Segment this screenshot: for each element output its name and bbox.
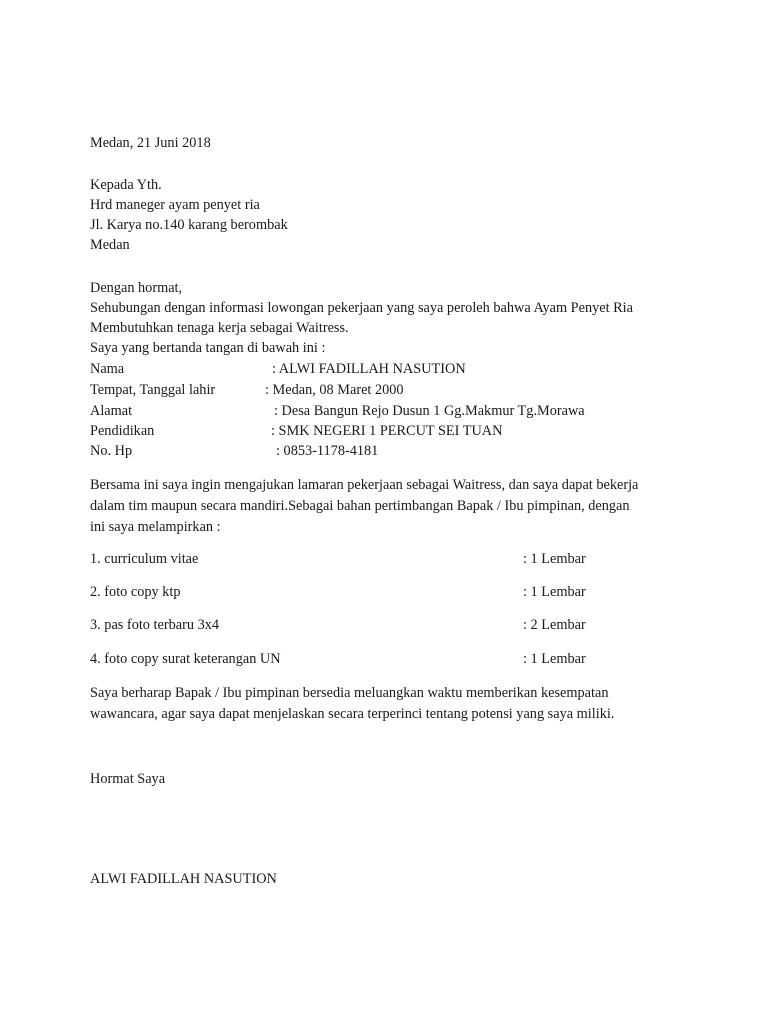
field-value: : ALWI FADILLAH NASUTION: [272, 361, 466, 377]
opening-line-2: Membutuhkan tenaga kerja sebagai Waitress.: [90, 320, 349, 336]
attachment-name: 4. foto copy surat keterangan UN: [90, 651, 281, 667]
body-line-2: dalam tim maupun secara mandiri.Sebagai bahan pertimbangan Bapak / Ibu pimpinan, dengan: [90, 498, 630, 514]
closing-line-1: Saya berharap Bapak / Ibu pimpinan bersedia meluangkan waktu memberikan kesempatan: [90, 685, 609, 701]
signature-name: ALWI FADILLAH NASUTION: [90, 871, 277, 887]
body-line-1: Bersama ini saya ingin mengajukan lamaran pekerjaan sebagai Waitress, dan saya dapat bekerja: [90, 477, 639, 493]
attachment-quantity: : 1 Lembar: [523, 651, 586, 667]
field-value: : 0853-1178-4181: [276, 443, 379, 459]
greeting: Dengan hormat,: [90, 280, 183, 296]
closing-line-2: wawancara, agar saya dapat menjelaskan secara terperinci tentang potensi yang saya miliki.: [90, 706, 615, 722]
recipient-city: Medan: [90, 237, 130, 253]
attachment-quantity: : 1 Lembar: [523, 551, 586, 567]
opening-line-3: Saya yang bertanda tangan di bawah ini :: [90, 340, 326, 356]
field-label: Alamat: [90, 403, 133, 419]
closing-paragraph: [90, 683, 690, 725]
recipient-address: Jl. Karya no.140 karang berombak: [90, 217, 288, 233]
recipient-salutation: Kepada Yth.: [90, 177, 162, 193]
body-line-3: ini saya melampirkan :: [90, 519, 221, 535]
attachment-name: 3. pas foto terbaru 3x4: [90, 617, 220, 633]
field-value: : Desa Bangun Rejo Dusun 1 Gg.Makmur Tg.Morawa: [274, 403, 585, 419]
field-value: : SMK NEGERI 1 PERCUT SEI TUAN: [271, 423, 503, 439]
field-value: : Medan, 08 Maret 2000: [265, 382, 404, 398]
opening-line-1: Sehubungan dengan informasi lowongan pekerjaan yang saya peroleh bahwa Ayam Penyet Ria: [90, 300, 634, 316]
field-label: Tempat, Tanggal lahir: [90, 382, 216, 398]
closing-regards: Hormat Saya: [90, 771, 166, 787]
body-paragraph: [90, 475, 690, 538]
field-label: Pendidikan: [90, 423, 155, 439]
attachment-name: 1. curriculum vitae: [90, 551, 199, 567]
attachment-name: 2. foto copy ktp: [90, 584, 181, 600]
field-label: Nama: [90, 361, 125, 377]
attachment-quantity: : 1 Lembar: [523, 584, 586, 600]
letter-date: Medan, 21 Juni 2018: [90, 135, 211, 151]
recipient-name: Hrd maneger ayam penyet ria: [90, 197, 260, 213]
attachment-quantity: : 2 Lembar: [523, 617, 586, 633]
field-label: No. Hp: [90, 443, 133, 459]
